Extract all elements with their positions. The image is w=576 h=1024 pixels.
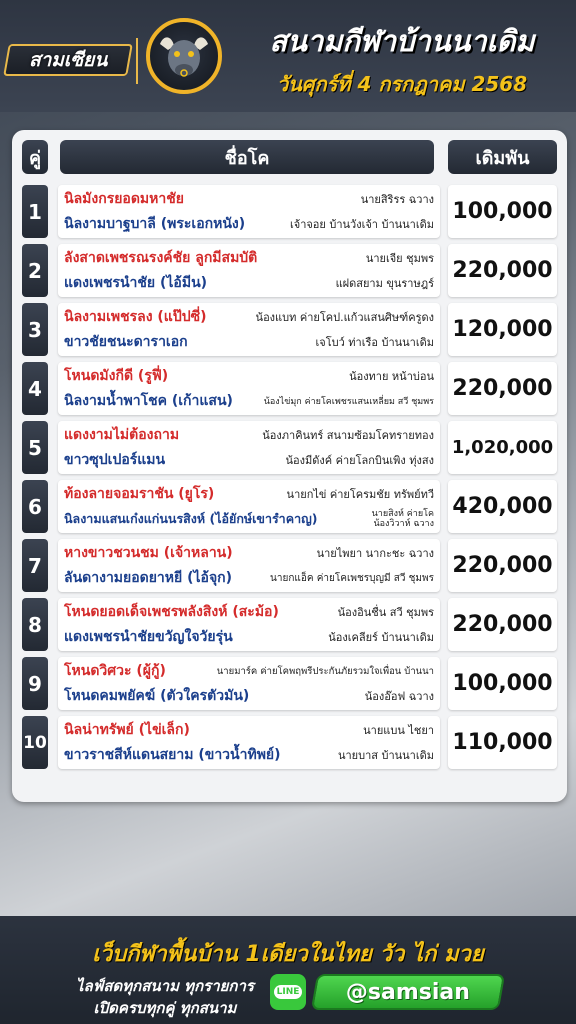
owner-name: น้องมีดังค์ ค่ายโลกบินเพิง ทุ่งสง	[285, 454, 434, 467]
owner-name: เจโบว์ ท่าเรือ บ้านนาเดิม	[315, 336, 434, 349]
line-app-icon[interactable]	[270, 974, 306, 1010]
owner-name: นายบาส บ้านนาเดิม	[337, 749, 434, 762]
bet-amount: 420,000	[448, 480, 557, 533]
table-row	[22, 303, 557, 356]
bet-amount: 110,000	[448, 716, 557, 769]
brand-name: สามเซียน	[28, 49, 108, 71]
header-divider	[136, 38, 138, 84]
bet-amount: 100,000	[448, 657, 557, 710]
line-id-text: @samsian	[345, 979, 470, 1005]
column-header-pair: คู่	[22, 140, 48, 174]
table-row	[22, 716, 557, 769]
pair-number: 2	[22, 244, 48, 297]
bull-name-blue: ขาวซุปเปอร์แมน	[64, 452, 166, 468]
pair-info	[58, 303, 440, 356]
bet-amount: 220,000	[448, 598, 557, 651]
matchup-table	[12, 130, 567, 802]
pair-number: 3	[22, 303, 48, 356]
column-header-bet: เดิมพัน	[448, 140, 557, 174]
bull-name-blue: แดงเพชรนำชัยขวัญใจวัยรุ่น	[64, 629, 233, 645]
table-row	[22, 362, 557, 415]
pair-number: 1	[22, 185, 48, 238]
table-row	[22, 657, 557, 710]
bet-amount: 220,000	[448, 244, 557, 297]
owner-name: น้องแบท ค่ายโคป.แก้วแสนศิษฑ์ครูดง	[255, 311, 434, 324]
pair-info	[58, 716, 440, 769]
table-row	[22, 244, 557, 297]
pair-info	[58, 185, 440, 238]
table-row	[22, 480, 557, 533]
pair-number: 6	[22, 480, 48, 533]
bull-name-red: โหนดมังกีดี (รูฟี่)	[64, 368, 169, 384]
owner-name: นายเจีย ชุมพร	[365, 252, 434, 265]
pair-number: 7	[22, 539, 48, 592]
pair-number: 9	[22, 657, 48, 710]
bull-name-red: นิลงามเพชรลง (แป๊ปซี่)	[64, 309, 207, 325]
bull-name-red: หางขาวชวนชม (เจ้าหลาน)	[64, 545, 233, 561]
footer-tagline-2: เปิดครบทุกคู่ ทุกสนาม	[93, 999, 237, 1017]
bull-name-red: นิลมังกรยอดมหาชัย	[64, 191, 184, 207]
table-row	[22, 185, 557, 238]
line-id-button[interactable]	[311, 974, 505, 1010]
pair-number: 5	[22, 421, 48, 474]
owner-name: เจ้าจอย บ้านวังเจ้า บ้านนาเดิม	[289, 218, 434, 231]
table-row	[22, 539, 557, 592]
pair-number: 8	[22, 598, 48, 651]
owner-name: นายสิริรร ฉวาง	[360, 193, 434, 206]
brand-logo-text	[3, 44, 133, 76]
bull-name-red: โหนดยอดเด็จเพชรพลังสิงห์ (สะม้อ)	[64, 604, 279, 620]
owner-name: นายแบน ไชยา	[363, 724, 434, 737]
bull-name-red: โหนดวิศวะ (ผู้กู้)	[64, 663, 166, 679]
owner-name: นายกไข่ ค่ายโครมชัย ทรัพย์ทวี	[286, 488, 434, 501]
pair-info	[58, 598, 440, 651]
owner-name: นายมาร์ค ค่ายโคพฤพรีประกันภัยรวมใจเพื่อน บ้านนา	[216, 665, 434, 677]
event-date: วันศุกร์ที่ 4 กรกฎาคม 2568	[276, 72, 528, 96]
bull-name-red: แดงงามไม่ต้องถาม	[64, 427, 180, 443]
bet-amount: 120,000	[448, 303, 557, 356]
pair-info	[58, 362, 440, 415]
page-title: สนามกีฬาบ้านนาเดิม	[269, 24, 535, 58]
bull-name-blue: ขาวชัยชนะดาราเอก	[64, 334, 188, 350]
owner-name: น้องอินชื่น สวี ชุมพร	[337, 606, 434, 619]
bull-name-blue: โหนดคมพยัคฆ์ (ตัวใครตัวมัน)	[64, 688, 250, 704]
footer-tagline-1: ไลฟ์สดทุกสนาม ทุกรายการ	[76, 977, 254, 995]
pair-info	[58, 657, 440, 710]
line-icon-label: LINE	[274, 985, 303, 999]
bet-amount: 1,020,000	[448, 421, 557, 474]
pair-info	[58, 480, 440, 533]
bull-name-red: ท้องลายจอมราชัน (ยูโร)	[64, 486, 215, 502]
owner-name: น้องภาคินทร์ สนามซ้อมโคทรายทอง	[262, 429, 434, 442]
table-row	[22, 421, 557, 474]
footer-slogan: เว็บกีฬาพื้นบ้าน 1เดียวในไทย วัว ไก่ มวย	[92, 942, 484, 967]
pair-number: 10	[22, 716, 48, 769]
bet-amount: 220,000	[448, 362, 557, 415]
table-row	[22, 598, 557, 651]
bull-name-blue: นิลงามแสนเก๋งแก่นนรสิงห์ (ไอ้ยักษ์เขารำคาญ)	[64, 511, 318, 526]
bull-name-red: ลังสาดเพชรณรงค์ชัย ลูกมีสมบัติ	[64, 250, 258, 266]
owner-name: แฝดสยาม ขุนราษฎร์	[335, 277, 434, 290]
pair-info	[58, 244, 440, 297]
bull-logo-icon	[146, 18, 222, 94]
bull-name-red: นิลน่าทรัพย์ (ไข่เล็ก)	[64, 722, 190, 738]
bull-name-blue: ขาวราชสีห์แดนสยาม (ขาวน้ำทิพย์)	[64, 747, 281, 763]
bull-name-blue: ลันดางามยอดยาหยี (ไอ้จุก)	[64, 570, 233, 586]
owner-name: น้องไข่มุก ค่ายโคเพชรแสนเหลี่ยม สวี ชุมพร	[263, 397, 434, 407]
owner-name: น้องทาย หน้าบ่อน	[349, 370, 434, 383]
bull-name-blue: นิลงามน้ำพาโชค (เก้าแสน)	[64, 393, 233, 409]
column-header-name: ชื่อโค	[60, 140, 434, 174]
bull-name-blue: แดงเพชรนำชัย (ไอ้มีน)	[64, 275, 208, 291]
owner-name: น้องอ๊อฟ ฉวาง	[364, 690, 434, 703]
owner-name: นายสิงห์ ค่ายโค น้องวิวาห์ ฉวาง	[371, 509, 434, 529]
pair-number: 4	[22, 362, 48, 415]
owner-name: น้องเคลียร์ บ้านนาเดิม	[328, 631, 434, 644]
bet-amount: 100,000	[448, 185, 557, 238]
bull-name-blue: นิลงามบาฐบาลี (พระเอกหนัง)	[64, 216, 246, 232]
bet-amount: 220,000	[448, 539, 557, 592]
owner-name: นายกแอ็ค ค่ายโคเพชรบุญมี สวี ชุมพร	[270, 572, 434, 584]
pair-info	[58, 421, 440, 474]
owner-name: นายไพยา นากะชะ ฉวาง	[316, 547, 434, 560]
pair-info	[58, 539, 440, 592]
